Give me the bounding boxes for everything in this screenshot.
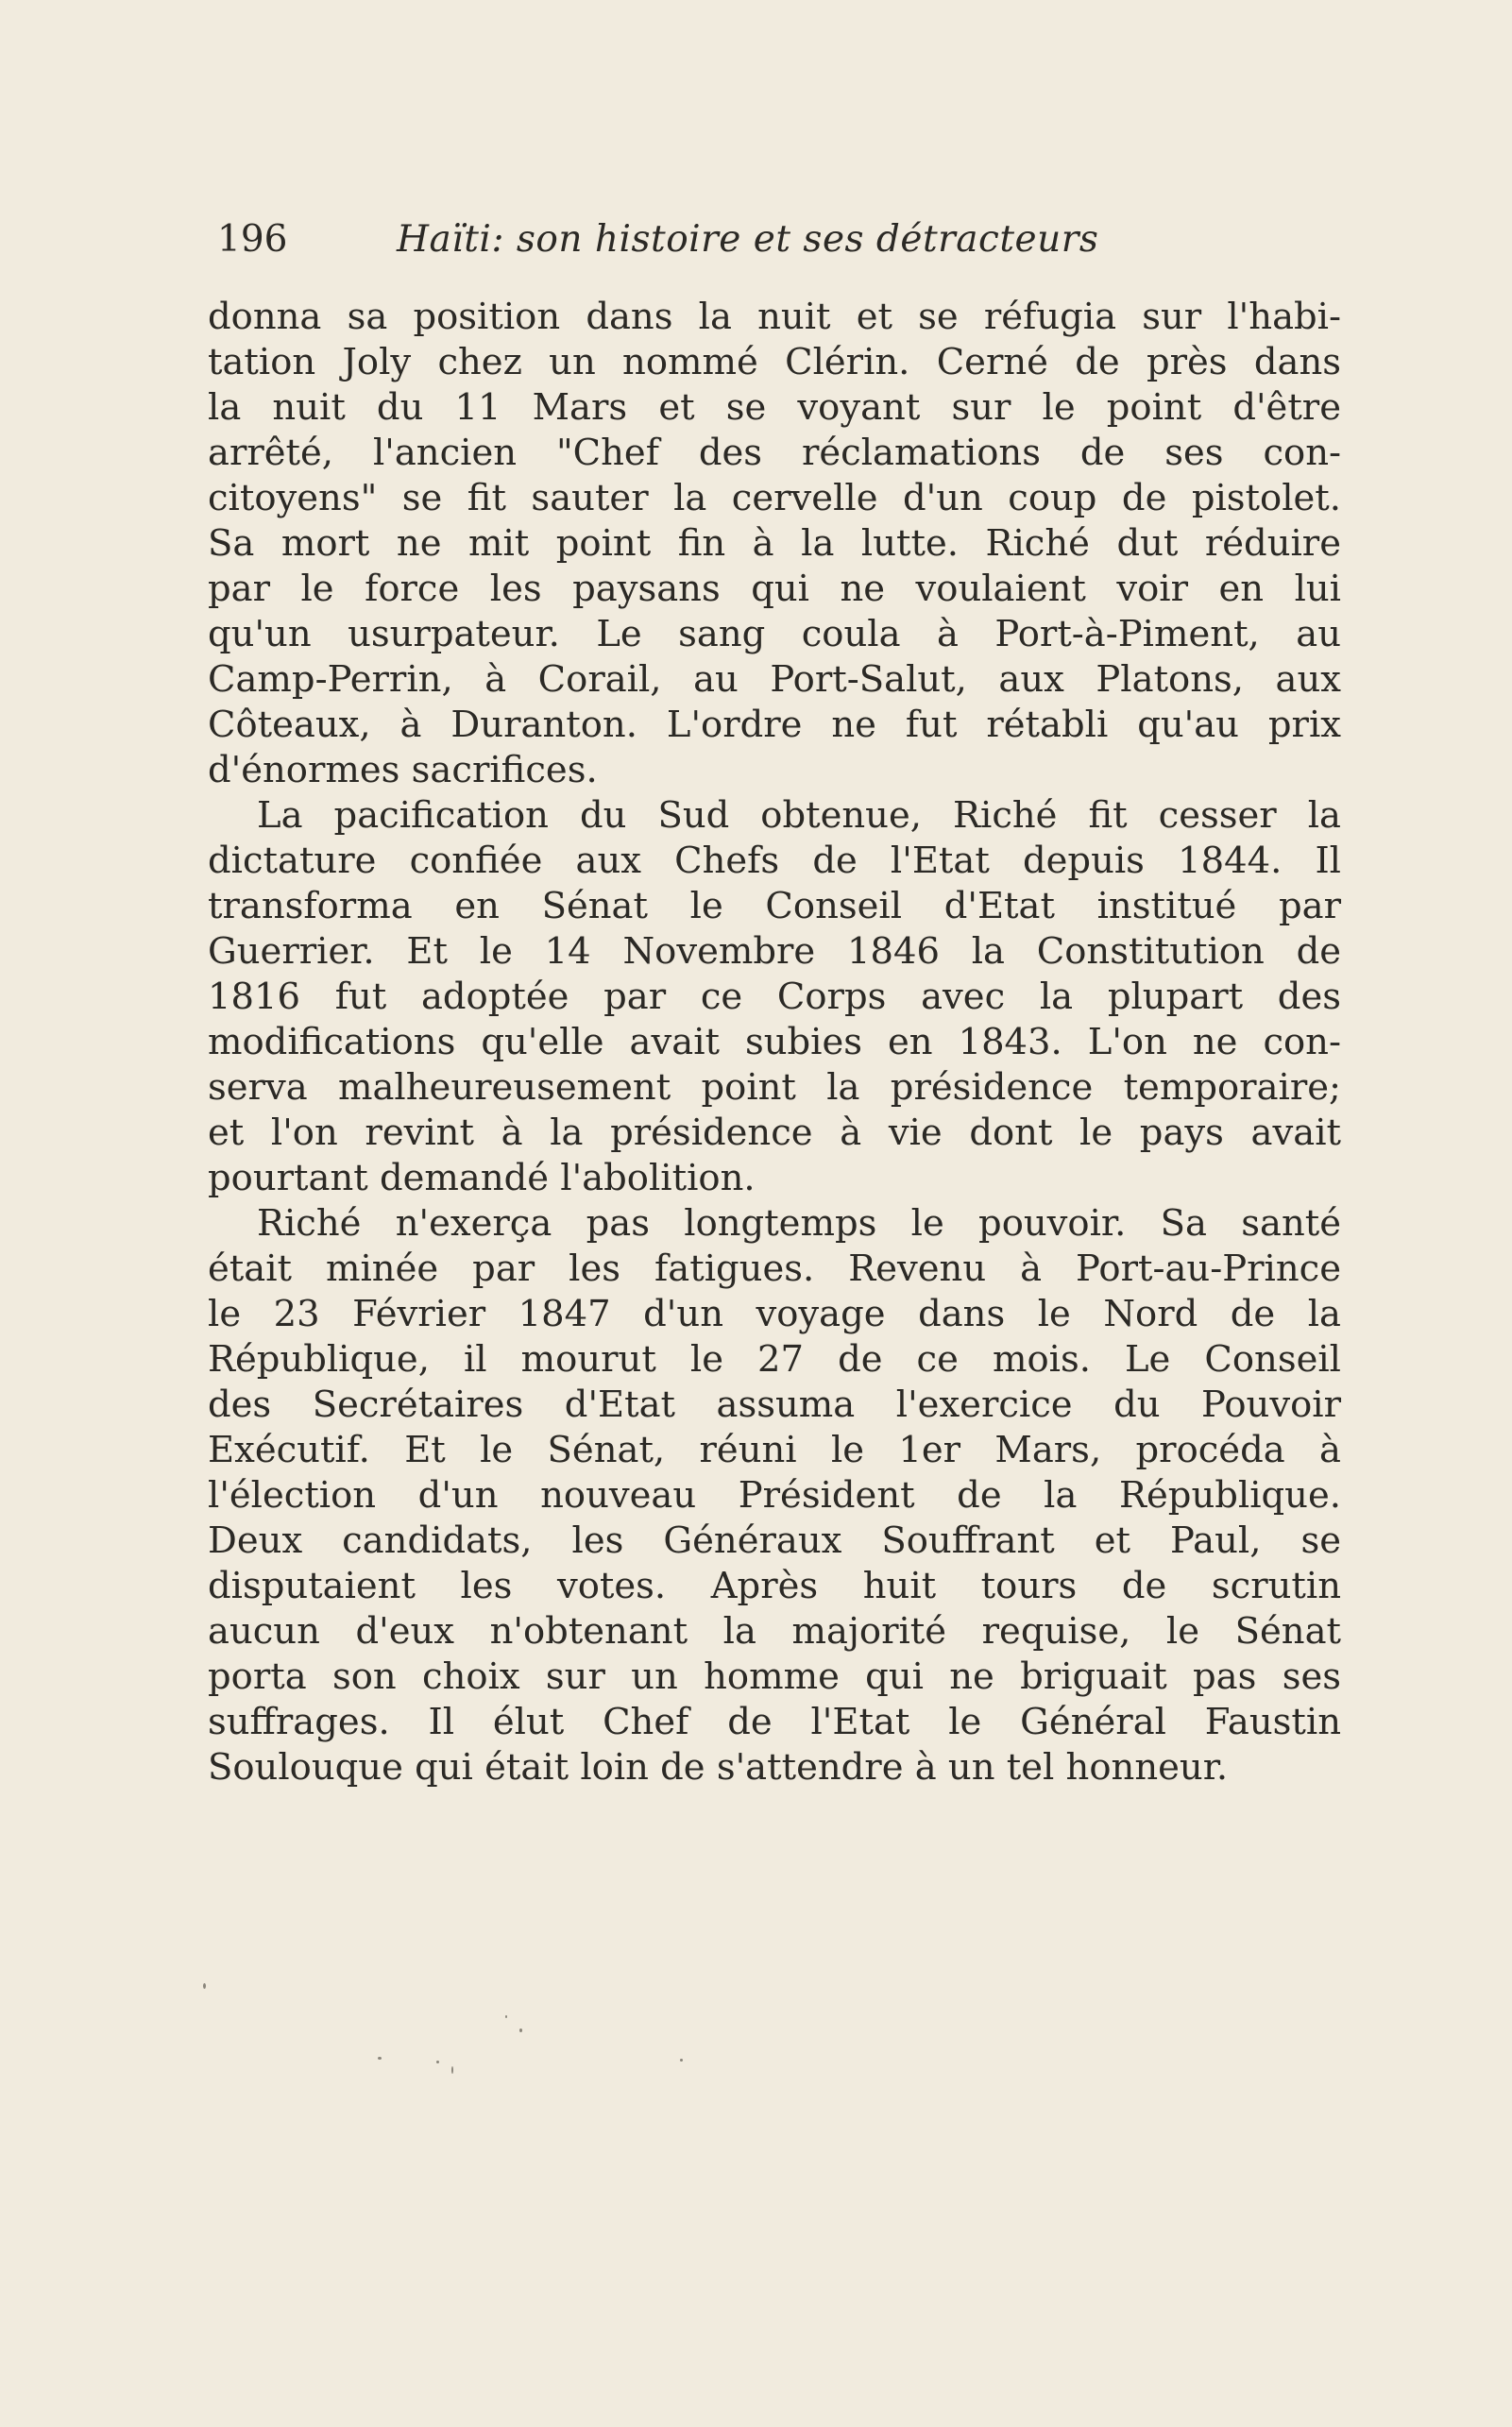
text-line: Côteaux, à Duranton. L'ordre ne fut rétabli qu'au prix bbox=[208, 704, 1341, 746]
text-line: pourtant demandé l'abolition. bbox=[208, 1157, 756, 1199]
text-line: qu'un usurpateur. Le sang coula à Port-à-Piment, au bbox=[208, 613, 1341, 655]
text-line: serva malheureusement point la présidence temporaire; bbox=[208, 1066, 1341, 1109]
text-line: Exécutif. Et le Sénat, réuni le 1er Mars, procéda à bbox=[208, 1429, 1341, 1471]
text-line: porta son choix sur un homme qui ne briguait pas ses bbox=[208, 1655, 1341, 1698]
ink-speck bbox=[203, 1983, 206, 1989]
text-line: Guerrier. Et le 14 Novembre 1846 la Constitution de bbox=[208, 930, 1341, 973]
text-line: aucun d'eux n'obtenant la majorité requise, le Sénat bbox=[208, 1610, 1341, 1653]
text-line: Riché n'exerça pas longtemps le pouvoir. Sa santé bbox=[257, 1202, 1341, 1245]
text-line: tation Joly chez un nommé Clérin. Cerné de près dans bbox=[208, 341, 1341, 383]
ink-speck bbox=[436, 2061, 439, 2063]
ink-speck bbox=[519, 2028, 522, 2032]
text-line: disputaient les votes. Après huit tours de scrutin bbox=[208, 1565, 1341, 1607]
page-header bbox=[217, 213, 1171, 266]
text-line: des Secrétaires d'Etat assuma l'exercice du Pouvoir bbox=[208, 1383, 1341, 1426]
text-line: dictature confiée aux Chefs de l'Etat depuis 1844. Il bbox=[208, 840, 1341, 882]
body-text bbox=[208, 295, 1341, 1791]
text-line: arrêté, l'ancien "Chef des réclamations de ses con- bbox=[208, 432, 1341, 474]
text-line: Camp-Perrin, à Corail, au Port-Salut, aux Platons, aux bbox=[208, 658, 1341, 701]
page-number: 196 bbox=[217, 218, 288, 261]
text-line: citoyens" se fit sauter la cervelle d'un coup de pistolet. bbox=[208, 477, 1341, 519]
text-line: d'énormes sacrifices. bbox=[208, 749, 598, 791]
text-line: La pacification du Sud obtenue, Riché fit cesser la bbox=[257, 794, 1341, 837]
text-line: Deux candidats, les Généraux Souffrant et Paul, se bbox=[208, 1519, 1341, 1562]
text-line: l'élection d'un nouveau Président de la République. bbox=[208, 1474, 1341, 1517]
running-title: Haïti: son histoire et ses détracteurs bbox=[397, 218, 1099, 261]
ink-speck bbox=[505, 2015, 507, 2018]
text-line: suffrages. Il élut Chef de l'Etat le Général Faustin bbox=[208, 1701, 1341, 1743]
text-line: la nuit du 11 Mars et se voyant sur le point d'être bbox=[208, 386, 1341, 429]
text-line: le 23 Février 1847 d'un voyage dans le Nord de la bbox=[208, 1293, 1341, 1335]
text-line: et l'on revint à la présidence à vie dont le pays avait bbox=[208, 1112, 1341, 1154]
text-line: Soulouque qui était loin de s'attendre à un tel honneur. bbox=[208, 1746, 1229, 1789]
text-line: modifications qu'elle avait subies en 1843. L'on ne con- bbox=[208, 1021, 1341, 1063]
ink-speck bbox=[680, 2059, 683, 2062]
ink-speck bbox=[378, 2057, 382, 2060]
text-line: République, il mourut le 27 de ce mois. Le Conseil bbox=[208, 1338, 1341, 1381]
text-line: Sa mort ne mit point fin à la lutte. Riché dut réduire bbox=[208, 522, 1341, 565]
text-line: par le force les paysans qui ne voulaient voir en lui bbox=[208, 568, 1341, 610]
paper-specks bbox=[189, 1964, 756, 2096]
text-line: transforma en Sénat le Conseil d'Etat institué par bbox=[208, 885, 1341, 927]
text-line: était minée par les fatigues. Revenu à Port-au-Prince bbox=[208, 1247, 1341, 1290]
ink-speck bbox=[451, 2066, 453, 2074]
text-line: 1816 fut adoptée par ce Corps avec la plupart des bbox=[208, 976, 1341, 1018]
text-line: donna sa position dans la nuit et se réfugia sur l'habi- bbox=[208, 296, 1341, 338]
